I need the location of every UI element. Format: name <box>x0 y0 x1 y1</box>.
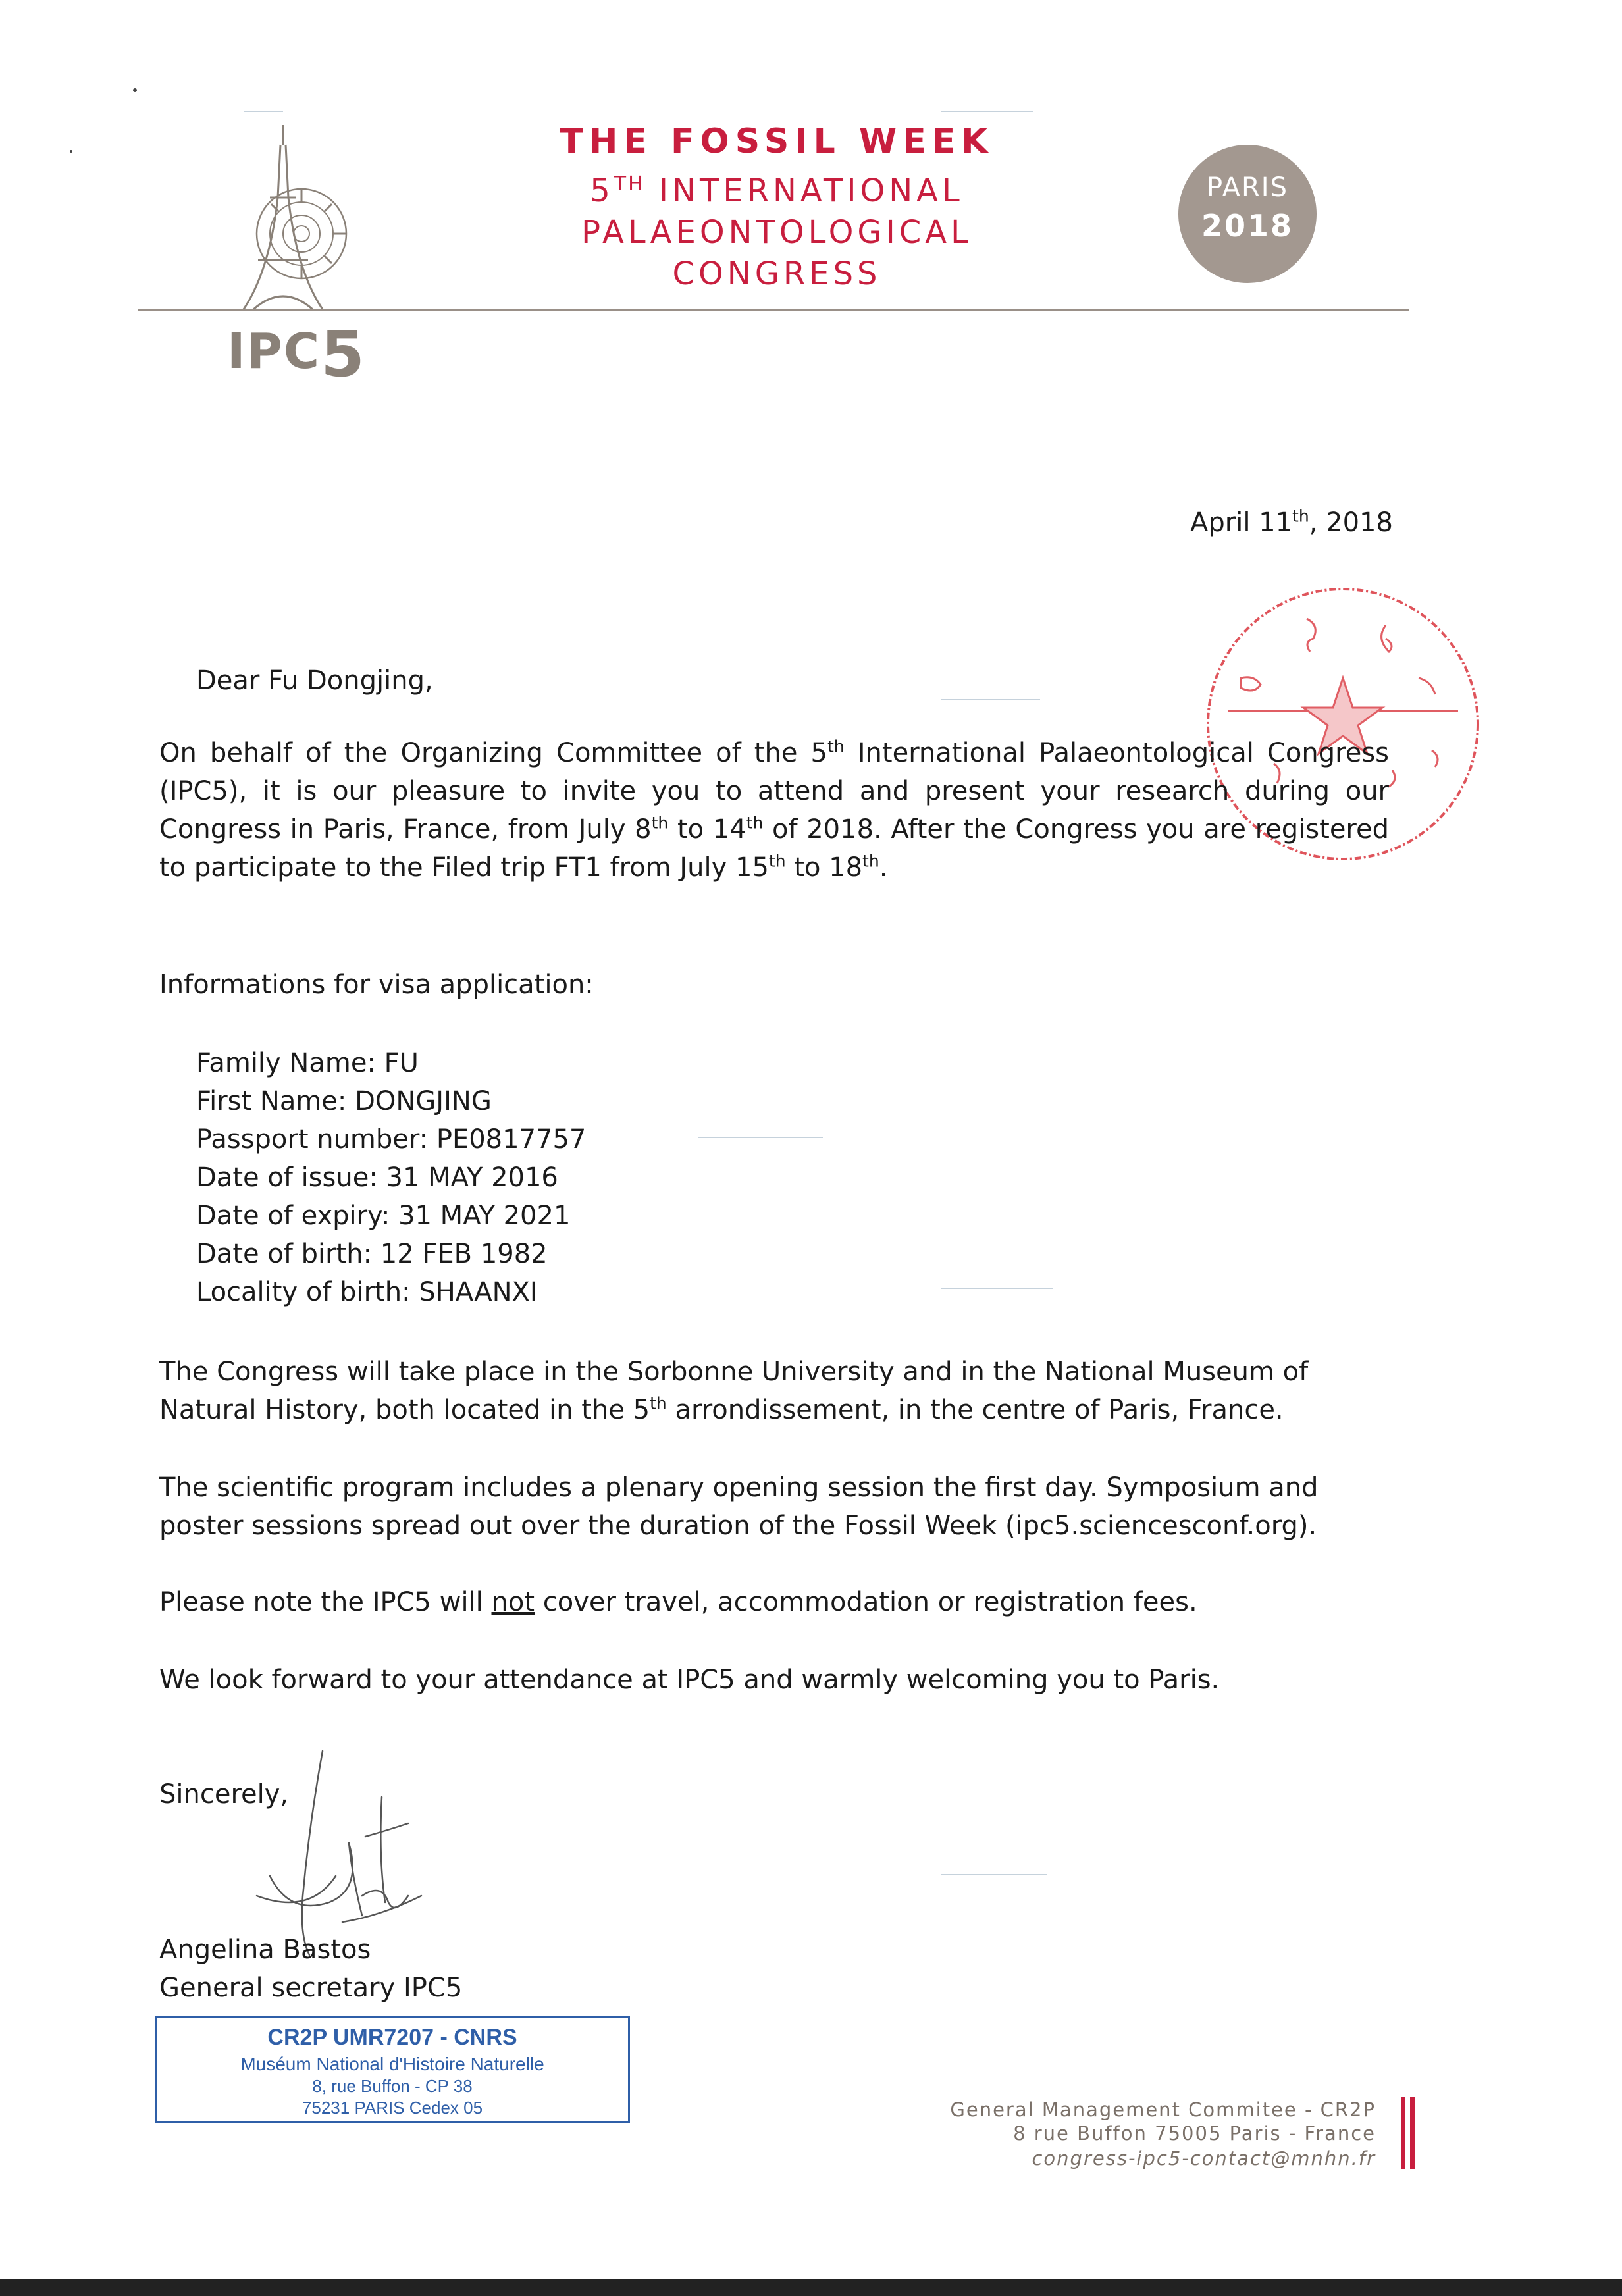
scan-dash <box>698 1137 823 1138</box>
stamp-line-4: 75231 PARIS Cedex 05 <box>301 2098 483 2118</box>
paris-2018-badge <box>1178 145 1317 283</box>
badge-year: 2018 <box>1201 208 1294 244</box>
scan-dash <box>941 1874 1047 1875</box>
visa-family-name: Family Name: FU <box>196 1048 419 1078</box>
scan-speck <box>70 150 72 153</box>
visa-locality-of-birth: Locality of birth: SHAANXI <box>196 1277 538 1307</box>
visa-first-name: First Name: DONGJING <box>196 1086 492 1116</box>
footer-committee: General Management Commitee - CR2P <box>950 2099 1376 2121</box>
scan-dash <box>941 699 1040 700</box>
fees-note: Please note the IPC5 will not cover travel, accommodation or registration fees. <box>159 1587 1197 1617</box>
congress-line-1: 5TH INTERNATIONAL <box>590 172 964 209</box>
stamp-line-1: CR2P UMR7207 - CNRS <box>267 2025 517 2050</box>
closing-paragraph: We look forward to your attendance at IPC5 and warmly welcoming you to Paris. <box>159 1665 1220 1695</box>
ipc5-logo-text: IPC5 <box>227 317 366 391</box>
event-title: THE FOSSIL WEEK <box>560 122 994 161</box>
venue-paragraph: The Congress will take place in the Sorbonne University and in the National Museum of Natural History, both located in the 5th arrondissement, in the centre of Paris, France. <box>159 1357 1309 1425</box>
footer-email: congress-ipc5-contact@mnhn.fr <box>1032 2147 1376 2170</box>
scan-speck <box>133 88 137 92</box>
visa-passport-number: Passport number: PE0817757 <box>196 1124 587 1155</box>
scan-dash <box>941 1288 1053 1289</box>
invitation-paragraph: On behalf of the Organizing Committee of the 5th International Palaeontological Congress (IPC5), it is our pleasure to invite you to attend and present your research during our Congress in Paris, France, from July 8th to 14th of 2018. After the Congress you are registered to participate to the Filed trip FT1 from July 15th to 18th. <box>159 737 1389 883</box>
salutation: Dear Fu Dongjing, <box>196 665 433 696</box>
footer-address: 8 rue Buffon 75005 Paris - France <box>1013 2122 1376 2145</box>
signer-name: Angelina Bastos <box>159 1935 371 1965</box>
sign-off: Sincerely, <box>159 1779 289 1810</box>
program-paragraph: The scientific program includes a plenary opening session the first day. Symposium and poster sessions spread out over the duration of the Fossil Week (ipc5.sciencesconf.org). <box>159 1473 1319 1541</box>
emphasis-not: not <box>491 1587 535 1617</box>
footer-accent-bar <box>1401 2097 1405 2169</box>
scan-dash <box>244 111 283 112</box>
congress-line-3: CONGRESS <box>672 255 881 292</box>
visa-details-list <box>196 1044 586 1311</box>
visa-date-of-issue: Date of issue: 31 MAY 2016 <box>196 1162 558 1193</box>
badge-city: PARIS <box>1207 172 1288 203</box>
footer-accent-bar <box>1410 2097 1415 2169</box>
scan-dash <box>941 111 1033 112</box>
visa-heading: Informations for visa application: <box>159 970 594 1000</box>
stamp-line-3: 8, rue Buffon - CP 38 <box>312 2076 473 2096</box>
scan-bottom-edge <box>0 2279 1622 2296</box>
signer-role: General secretary IPC5 <box>159 1973 463 2003</box>
visa-date-of-expiry: Date of expiry: 31 MAY 2021 <box>196 1201 571 1231</box>
congress-line-2: PALAEONTOLOGICAL <box>581 214 972 251</box>
header-divider <box>138 309 1409 311</box>
stamp-line-2: Muséum National d'Histoire Naturelle <box>240 2054 544 2074</box>
visa-date-of-birth: Date of birth: 12 FEB 1982 <box>196 1239 548 1269</box>
letter-date: April 11th, 2018 <box>1190 506 1393 538</box>
handwritten-signature-icon <box>230 1744 448 1962</box>
blue-institution-stamp <box>155 2016 630 2123</box>
